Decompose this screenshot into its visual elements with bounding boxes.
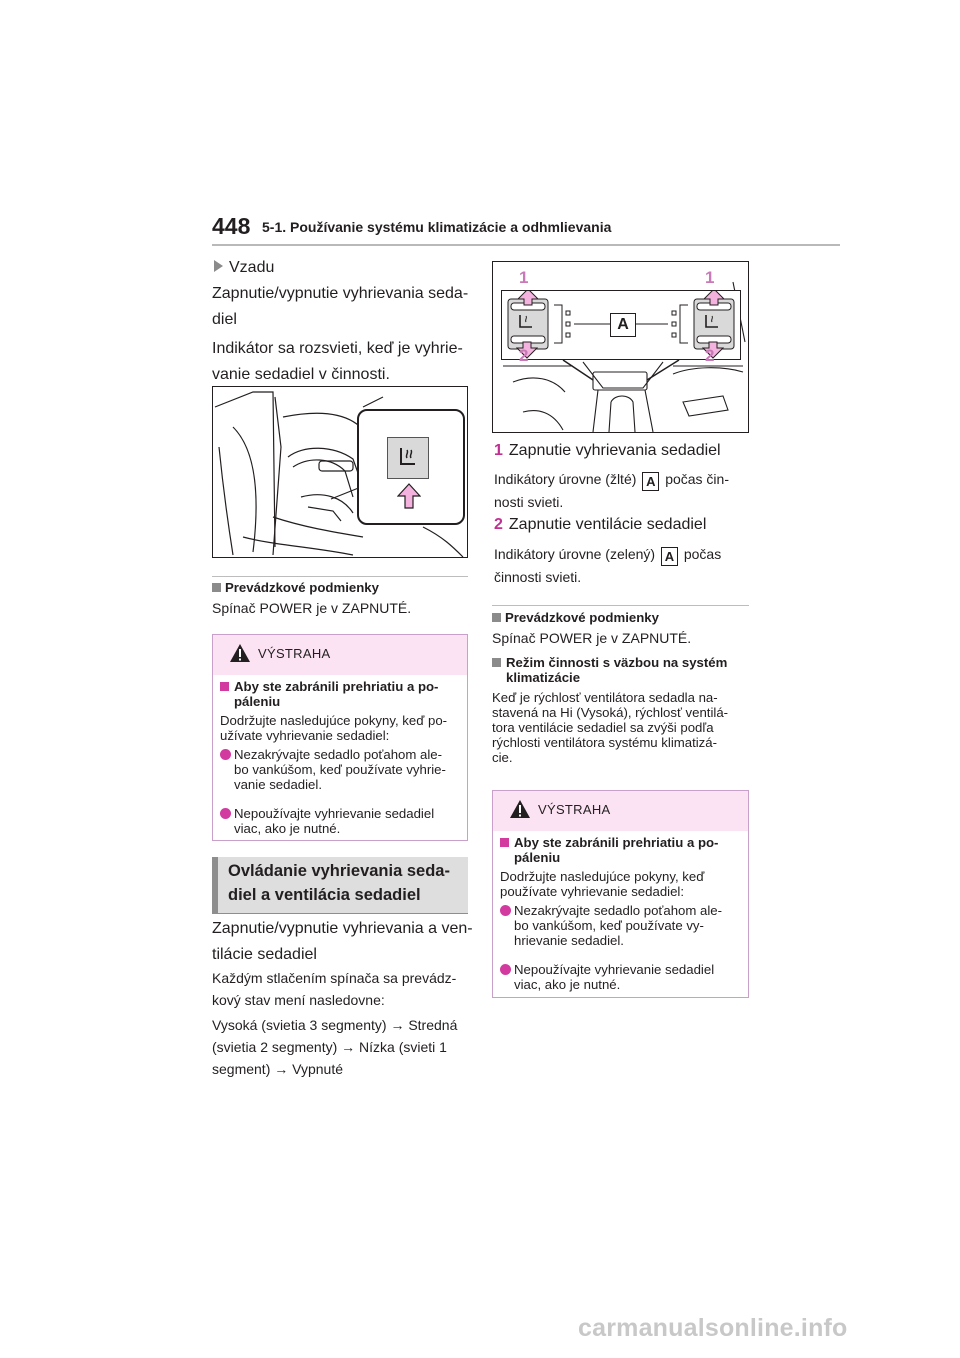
text-line: Aby ste zabránili prehriatiu a po- xyxy=(514,835,719,850)
rear-title-text: Vzadu xyxy=(229,259,275,276)
mode-title xyxy=(492,655,727,685)
warning-triangle-icon xyxy=(509,799,531,819)
warning-bullet xyxy=(500,903,741,948)
text-line: Každým stlačením spínača sa prevádz- xyxy=(212,970,457,986)
condition-title xyxy=(212,580,379,595)
seat-heater-switch xyxy=(387,437,429,479)
indicator-label-a: A xyxy=(610,313,636,337)
text-segment: Indikátory úrovne (žlté) xyxy=(494,471,637,487)
text-line: používate vyhrievanie sedadiel: xyxy=(500,884,685,899)
rear-seat-illustration xyxy=(212,386,468,558)
square-bullet-icon xyxy=(220,682,229,691)
item-1-note xyxy=(494,468,729,513)
text-segment: Indikátory úrovne (zelený) xyxy=(494,546,656,562)
label-1-left: 1 xyxy=(519,268,529,287)
text-line: činnosti svieti. xyxy=(494,569,582,585)
item-2-note xyxy=(494,543,721,588)
text-line: vanie sedadiel v činnosti. xyxy=(212,366,390,383)
mode-sequence xyxy=(212,1014,457,1080)
divider xyxy=(212,576,468,577)
rear-text-1 xyxy=(212,281,468,333)
square-bullet-icon xyxy=(212,583,221,592)
text-line: (svietia 2 segmenty) → Nízka (svieti 1 xyxy=(212,1039,447,1055)
text-line: Nezakrývajte sedadlo poťahom ale- xyxy=(514,903,722,918)
text-line: cie. xyxy=(492,750,513,765)
warning-body xyxy=(213,675,467,844)
text-line: Indikátor sa rozsvieti, keď je vyhrie- xyxy=(212,340,463,357)
label-2-right: 2 xyxy=(705,346,715,365)
text-line: tora ventilácie sedadiel sa zvýši podľa xyxy=(492,720,714,735)
text-line: stavená na Hi (Vysoká), rýchlosť ventilá- xyxy=(492,705,729,720)
warning-label: VÝSTRAHA xyxy=(258,646,331,661)
text-line: nosti svieti. xyxy=(494,494,564,510)
text-line: Nepoužívajte vyhrievanie sedadiel xyxy=(514,962,715,977)
text-line: tilácie sedadiel xyxy=(212,946,317,963)
seat-heater-icon xyxy=(388,438,428,478)
text-line: páleniu xyxy=(234,694,281,709)
text-line: Nezakrývajte sedadlo poťahom ale- xyxy=(234,747,442,762)
text-line: páleniu xyxy=(514,850,561,865)
triangle-right-icon xyxy=(214,260,223,272)
switch-callout xyxy=(357,409,465,525)
text-line: rýchlosti ventilátora systému klimatizá- xyxy=(492,735,717,750)
text-line: Dodržujte nasledujúce pokyny, keď po- xyxy=(220,713,448,728)
rear-title xyxy=(214,255,274,281)
text-line: viac, ako je nutné. xyxy=(514,977,621,992)
text-line: Aby ste zabránili prehriatiu a po- xyxy=(234,679,439,694)
section-text xyxy=(212,916,473,968)
rear-text-2 xyxy=(212,336,463,388)
text-line: kový stav mení nasledovne: xyxy=(212,992,385,1008)
header-rule xyxy=(212,244,840,246)
section-heading-line: diel a ventilácia sedadiel xyxy=(228,886,421,904)
text-line: viac, ako je nutné. xyxy=(234,821,341,836)
press-description xyxy=(212,967,456,1011)
condition-title xyxy=(492,610,659,625)
bullet-dot-icon xyxy=(220,749,231,760)
text-line: užívate vyhrievanie sedadiel: xyxy=(220,728,390,743)
text-line: Keď je rýchlosť ventilátora sedadla na- xyxy=(492,690,718,705)
warning-bullet xyxy=(220,806,460,836)
text-line: Režim činnosti s väzbou na systém xyxy=(506,655,728,670)
text-line: segment) → Vypnuté xyxy=(212,1061,343,1077)
text-line: hrievanie sedadiel. xyxy=(514,933,624,948)
warning-bullet xyxy=(500,962,741,992)
warning-label: VÝSTRAHA xyxy=(538,802,611,817)
text-line: bo vankúšom, keď používate vyhrie- xyxy=(234,762,446,777)
label-1-right: 1 xyxy=(705,268,715,287)
text-line: klimatizácie xyxy=(506,670,581,685)
page-number: 448 xyxy=(212,213,251,239)
item-text: Zapnutie vyhrievania sedadiel xyxy=(508,442,721,459)
console-switch-illustration xyxy=(492,261,749,433)
text-segment: počas xyxy=(683,546,722,562)
text-line: bo vankúšom, keď používate vy- xyxy=(514,918,704,933)
warning-body xyxy=(493,831,748,1000)
warning-intro xyxy=(500,869,741,899)
section-heading-line: Ovládanie vyhrievania seda- xyxy=(228,862,450,880)
text-segment: počas čin- xyxy=(665,471,729,487)
text-line: Dodržujte nasledujúce pokyny, keď xyxy=(500,869,705,884)
watermark: carmanualsonline.info xyxy=(578,1314,848,1342)
warning-bullet xyxy=(220,747,460,792)
bullet-dot-icon xyxy=(220,808,231,819)
warning-box xyxy=(492,790,749,998)
divider xyxy=(492,605,749,606)
warning-box xyxy=(212,634,468,841)
condition-text: Spínač POWER je v ZAPNUTÉ. xyxy=(212,600,412,616)
condition-text: Spínač POWER je v ZAPNUTÉ. xyxy=(492,630,692,646)
text-line: Vysoká (svietia 3 segmenty) → Stredná xyxy=(212,1017,458,1033)
text-line: Nepoužívajte vyhrievanie sedadiel xyxy=(234,806,435,821)
item-number: 1 xyxy=(494,442,503,459)
warning-header xyxy=(493,791,748,831)
bullet-dot-icon xyxy=(500,964,511,975)
chapter-title: 5-1. Používanie systému klimatizácie a odhmlievania xyxy=(262,219,612,235)
text-line: vanie sedadiel. xyxy=(234,777,322,792)
text-line: diel xyxy=(212,311,237,328)
section-heading xyxy=(212,857,468,913)
condition-title-text: Prevádzkové podmienky xyxy=(225,580,379,595)
warning-subtitle xyxy=(500,835,741,865)
warning-intro xyxy=(220,713,460,743)
indicator-a-box: A xyxy=(642,472,659,491)
item-2 xyxy=(494,512,706,538)
bullet-dot-icon xyxy=(500,905,511,916)
warning-subtitle xyxy=(220,679,460,709)
text-line: Zapnutie/vypnutie vyhrievania a ven- xyxy=(212,920,473,937)
press-arrow-icon xyxy=(397,483,421,509)
square-bullet-icon xyxy=(500,838,509,847)
text-line: Zapnutie/vypnutie vyhrievania seda- xyxy=(212,285,469,302)
mode-text xyxy=(492,690,728,765)
warning-triangle-icon xyxy=(229,643,251,663)
condition-title-text: Prevádzkové podmienky xyxy=(505,610,659,625)
section-underline xyxy=(212,913,468,914)
warning-header xyxy=(213,635,467,675)
item-1 xyxy=(494,438,721,464)
item-number: 2 xyxy=(494,516,503,533)
square-bullet-icon xyxy=(492,613,501,622)
square-bullet-icon xyxy=(492,658,501,667)
label-2-left: 2 xyxy=(519,346,529,365)
indicator-a-box: A xyxy=(661,547,678,566)
item-text: Zapnutie ventilácie sedadiel xyxy=(508,516,707,533)
